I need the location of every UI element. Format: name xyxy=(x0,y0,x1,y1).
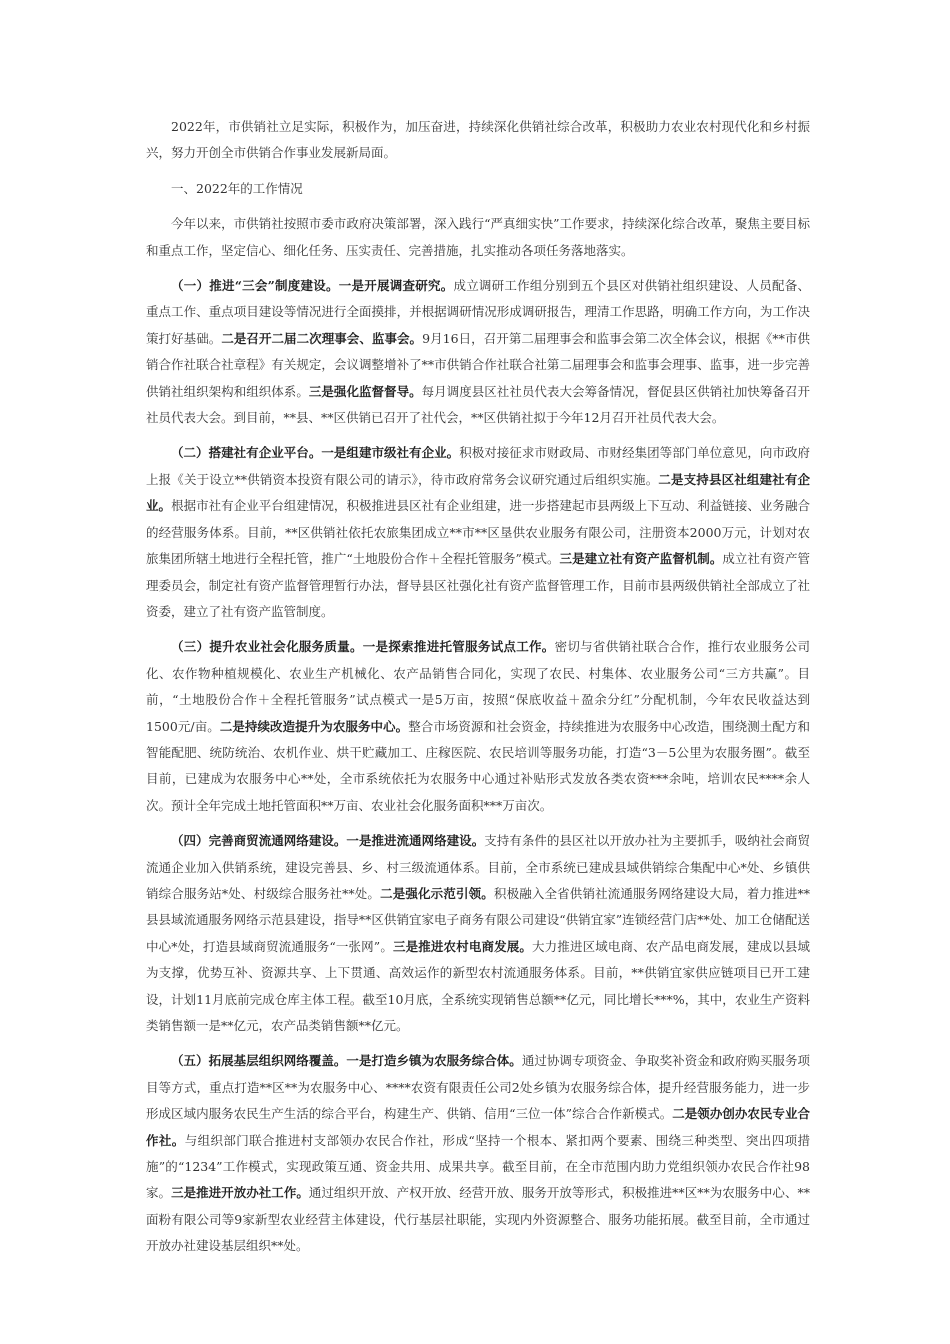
bold-lead-text: （一）推进“三会”制度建设。一是开展调查研究。 xyxy=(171,278,454,294)
bold-lead-text: 二是领办创办农民专业合作社。 xyxy=(146,1106,810,1148)
bold-lead-text: 三是建立社有资产监督机制。 xyxy=(559,551,723,567)
body-paragraph xyxy=(146,634,810,819)
bold-lead-text: 二是持续改造提升为农服务中心。 xyxy=(219,718,409,734)
paragraph-text: 成立调研工作组分别到五个县区对供销社组织建设、人员配备、重点工作、重点项目建设等情况进行全面摸排，并根据调研情况形成调研报告，理清工作思路，明确工作方向，为工作决策打好基础。 xyxy=(146,278,810,346)
paragraph-text: 密切与省供销社联合合作，推行农业服务公司化、农作物种植规模化、农业生产机械化、农产品销售合同化，实现了农民、村集体、农业服务公司“三方共赢”。目前，“土地股份合作＋全程托管服务”试点模式一是5万亩，按照“保底收益＋盈余分红”分配机制，今年农民收益达到1500元/亩。 xyxy=(146,639,810,734)
bold-lead-text: 三是强化监督督导。 xyxy=(308,383,422,399)
paragraph-text: 每月调度县区社社员代表大会筹备情况，督促县区供销社加快筹备召开社员代表大会。到目前，**县、**区供销已召开了社代会，**区供销社拟于今年12月召开社员代表大会。 xyxy=(146,383,810,426)
paragraph-text: 积极融入全省供销社流通服务网络建设大局，着力推进**县县域流通服务网络示范县建设，指导**区供销宜家电子商务有限公司建设“供销宜家”连锁经营门店**处、加工仓储配送中心*处，打造县域商贸流通服务“一张网”。 xyxy=(146,885,810,954)
body-paragraph xyxy=(146,828,810,1039)
body-paragraph xyxy=(146,440,810,625)
paragraph-text: 大力推进区域电商、农产品电商发展，建成以县域为支撑，优势互补、资源共享、上下贯通、高效运作的新型农村流通服务体系。目前，**供销宜家供应链项目已开工建设，计划11月底前完成仓库主体工程。截至10月底，全系统实现销售总额**亿元，同比增长***%，其中，农业生产资料类销售额一是**亿元，农产品类销售额**亿元。 xyxy=(146,938,810,1033)
bold-lead-text: 三是推进农村电商发展。 xyxy=(392,938,533,954)
bold-lead-text: （五）拓展基层组织网络覆盖。一是打造乡镇为农服务综合体。 xyxy=(171,1053,522,1069)
section-heading: 一、2022年的工作情况 xyxy=(171,180,303,196)
bold-lead-text: （四）完善商贸流通网络建设。一是推进流通网络建设。 xyxy=(171,833,485,849)
paragraph-text: 积极对接征求市财政局、市财经集团等部门单位意见，向市政府上报《关于设立**供销资本投资有限公司的请示》，待市政府常务会议研究通过后组织实施。 xyxy=(146,445,810,487)
body-paragraph xyxy=(146,1048,810,1259)
document-body xyxy=(146,114,810,1269)
paragraph-text: 根据市社有企业平台组建情况，积极推进县区社有企业组建，进一步搭建起市县两级上下互动、利益链接、业务融合的经营服务体系。目前，**区供销社依托农旅集团成立**市**区垦供农业服务有限公司，注册资本2000万元，计划对农旅集团所辖土地进行全程托管，推广“土地股份合作＋全程托管服务”模式。 xyxy=(146,498,810,567)
paragraph-text: 通过协调专项资金、争取奖补资金和政府购买服务项目等方式，重点打造**区**为农服务中心、****农资有限责任公司2处乡镇为农服务综合体，提升经营服务能力，进一步形成区域内服务农民生产生活的综合平台，构建生产、供销、信用“三位一体”综合合作新模式。 xyxy=(146,1053,810,1122)
paragraph-text: 支持有条件的县区社以开放办社为主要抓手，吸纳社会商贸流通企业加入供销系统，建设完善县、乡、村三级流通体系。目前，全市系统已建成县域供销综合集配中心*处、乡镇供销综合服务站*处、村级综合服务社**处。 xyxy=(146,833,810,901)
bold-lead-text: （三）提升农业社会化服务质量。一是探索推进托管服务试点工作。 xyxy=(171,639,555,655)
bold-lead-text: 二是支持县区社组建社有企业。 xyxy=(146,471,810,514)
bold-lead-text: 三是推进开放办社工作。 xyxy=(171,1185,309,1201)
body-paragraphs xyxy=(146,273,810,1260)
paragraph-text: 通过组织开放、产权开放、经营开放、服务开放等形式，积极推进**区**为农服务中心、**面粉有限公司等9家新型农业经营主体建设，代行基层社职能，实现内外资源整合、服务功能拓展。截至目前，全市通过开放办社建设基层组织**处。 xyxy=(146,1185,810,1254)
paragraph-text: 整合市场资源和社会资金，持续推进为农服务中心改造，围绕测土配方和智能配肥、统防统治、农机作业、烘干贮藏加工、庄稼医院、农民培训等服务功能，打造“3－5公里为农服务圈”。截至目前，已建成为农服务中心**处，全市系统依托为农服务中心通过补贴形式发放各类农资***余吨，培训农民****余人次。预计全年完成土地托管面积**万亩、农业社会化服务面积***万亩次。 xyxy=(146,718,810,813)
bold-lead-text: （二）搭建社有企业平台。一是组建市级社有企业。 xyxy=(171,445,460,461)
bold-lead-text: 二是强化示范引领。 xyxy=(380,885,494,901)
paragraph-text: 9月16日，召开第二届理事会和监事会第二次全体会议，根据《**市供销合作社联合社章程》有关规定，会议调整增补了**市供销合作社联合社第二届理事会和监事会理事、监事，进一步完善供销社组织架构和组织体系。 xyxy=(146,330,810,399)
section-intro-paragraph: 今年以来，市供销社按照市委市政府决策部署，深入践行“严真细实快”工作要求，持续深化综合改革，聚焦主要目标和重点工作，坚定信心、细化任务、压实责任、完善措施，扎实推动各项任务落地落实。 xyxy=(146,216,810,258)
intro-paragraph: 2022年，市供销社立足实际，积极作为，加压奋进，持续深化供销社综合改革，积极助力农业农村现代化和乡村振兴，努力开创全市供销合作事业发展新局面。 xyxy=(146,119,810,161)
body-paragraph xyxy=(146,273,810,431)
bold-lead-text: 二是召开二届二次理事会、监事会。 xyxy=(221,330,423,346)
paragraph-text: 与组织部门联合推进村支部领办农民合作社，形成“坚持一个根本、紧扣两个要素、围绕三种类型、突出四项措施”的“1234”工作模式，实现政策互通、资金共用、成果共享。截至目前，在全市范围内助力党组织领办农民合作社98家。 xyxy=(146,1132,810,1201)
paragraph-text: 成立社有资产管理委员会，制定社有资产监督管理暂行办法，督导县区社强化社有资产监督管理工作，目前市县两级供销社全部成立了社资委，建立了社有资产监管制度。 xyxy=(146,551,810,619)
